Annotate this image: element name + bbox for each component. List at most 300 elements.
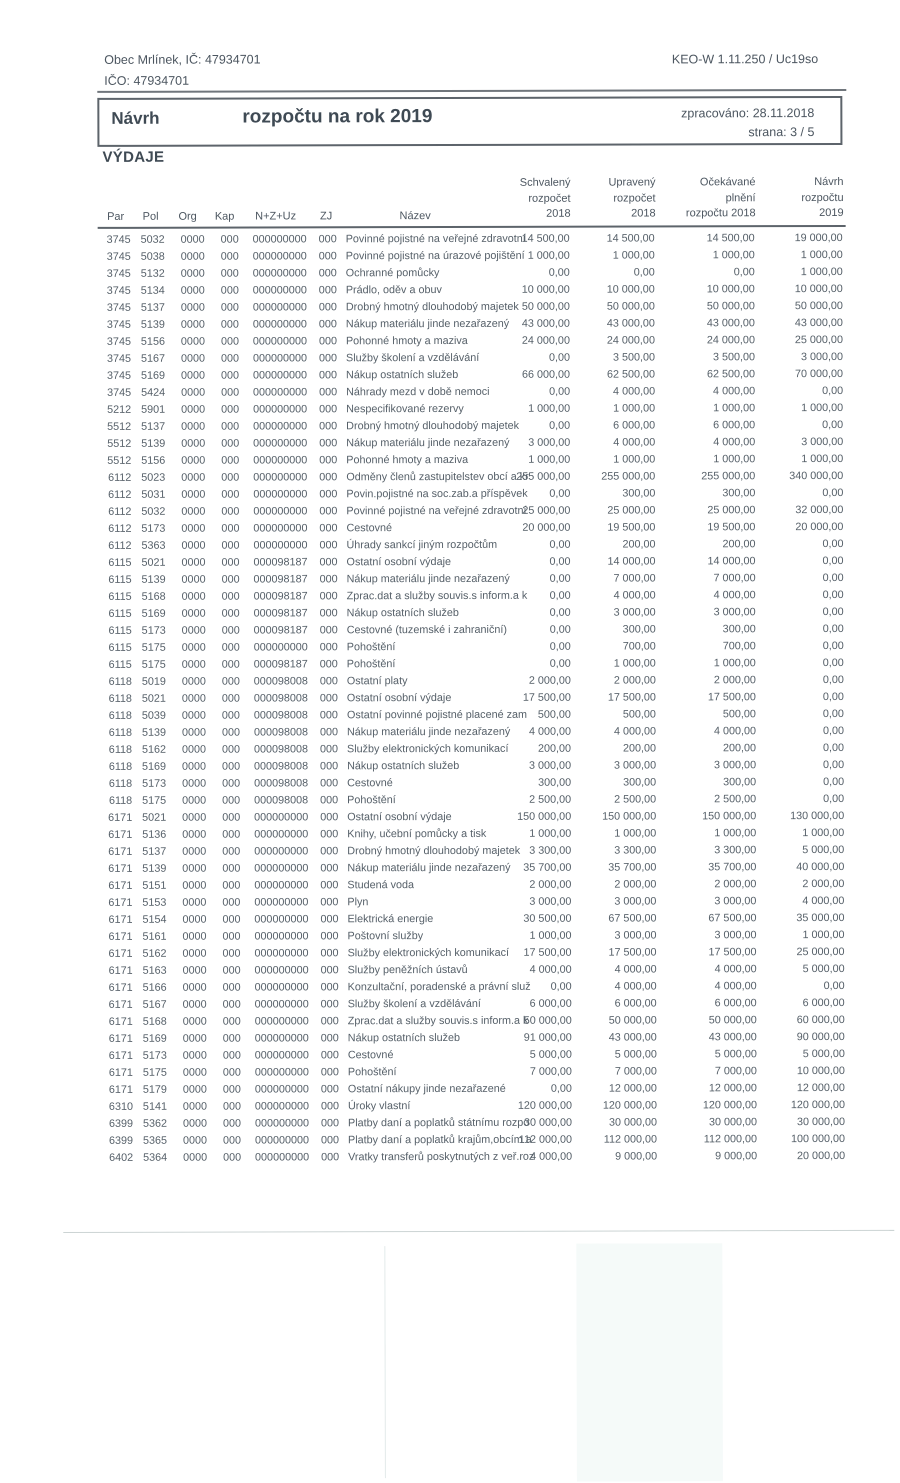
cell-zj: 000 [319,572,338,585]
cell-navrh-2019: 40 000,00 [796,860,845,873]
cell-zj: 000 [321,1133,340,1146]
cell-par: 3745 [106,352,132,365]
cell-schvaleny-2018: 0,00 [549,623,571,636]
cell-navrh-2019: 0,00 [822,571,844,584]
cell-org: 0000 [181,675,206,688]
cell-kap: 000 [222,1049,241,1062]
cell-navrh-2019: 0,00 [822,741,845,754]
cell-kap: 000 [222,1015,241,1028]
table-body [98,226,848,1166]
cell-par: 6171 [108,1083,133,1096]
cell-upraveny-2018: 4 000,00 [613,724,656,738]
cell-org: 0000 [182,828,207,841]
table-row [99,841,847,860]
section-title: VÝDAJE [102,148,165,166]
cell-upraveny-2018: 3 500,00 [612,350,656,364]
cell-org: 0000 [180,233,205,246]
cell-nzuz: 000000000 [253,419,308,433]
table-row [98,297,846,316]
cell-par: 6118 [108,743,133,756]
cell-nzuz: 000000000 [254,929,309,943]
cell-kap: 000 [222,1100,241,1113]
cell-org: 0000 [180,318,205,331]
cell-schvaleny-2018: 1 000,00 [529,929,572,942]
cell-org: 0000 [181,607,206,620]
cell-upraveny-2018: 300,00 [622,622,656,636]
cell-pol: 5364 [143,1151,168,1164]
cell-zj: 000 [319,589,338,602]
cell-org: 0000 [181,437,206,450]
cell-schvaleny-2018: 0,00 [549,606,571,619]
cell-nzuz: 000000000 [252,351,308,365]
cell-nzuz: 000000000 [252,300,307,314]
cell-nazev: Cestovné [346,521,393,534]
cell-ocekavane-2018: 4 000,00 [713,588,756,601]
cell-upraveny-2018: 4 000,00 [613,435,656,449]
col-header-upraveny-rozpocet: Upravený rozpočet 2018 [608,176,656,220]
cell-org: 0000 [182,896,207,909]
cell-nazev: Nákup ostatních služeb [347,759,460,772]
cell-schvaleny-2018: 20 000,00 [522,521,571,534]
cell-pol: 5021 [141,692,166,705]
cell-pol: 5032 [141,505,166,518]
cell-pol: 5173 [141,624,166,637]
cell-nazev: Povin.pojistné na soc.zab.a příspěvek [346,487,528,500]
table-row [99,688,847,707]
cell-kap: 000 [220,284,239,297]
cell-upraveny-2018: 1 000,00 [612,248,655,262]
cell-ocekavane-2018: 25 000,00 [707,503,756,516]
table-row [98,501,846,520]
cell-nzuz: 000000000 [254,980,309,994]
cell-kap: 000 [221,624,240,637]
cell-navrh-2019: 25 000,00 [796,945,845,958]
table-row [99,654,847,673]
cell-nazev: Povinné pojistné na veřejné zdravotní [346,504,527,517]
cell-zj: 000 [319,436,338,449]
cell-ocekavane-2018: 300,00 [723,775,757,788]
cell-schvaleny-2018: 0,00 [549,385,571,398]
cell-zj: 000 [319,385,338,398]
cell-upraveny-2018: 2 000,00 [613,673,656,687]
cell-navrh-2019: 340 000,00 [789,469,844,482]
cell-schvaleny-2018: 0,00 [549,487,571,500]
cell-nazev: Odměny členů zastupitelstev obcí a kr [346,470,529,483]
table-row [100,977,848,996]
cell-nzuz: 000000000 [254,895,309,909]
cell-org: 0000 [180,267,205,280]
cell-nazev: Pohoštění [347,1065,397,1078]
table-row [99,671,847,690]
cell-nazev: Služby elektronických komunikací [347,946,509,959]
cell-ocekavane-2018: 1 000,00 [713,452,756,465]
cell-nazev: Prádlo, oděv a obuv [345,283,442,296]
cell-pol: 5363 [141,539,166,552]
cell-nazev: Ostatní osobní výdaje [347,810,452,823]
col-header-par: Par [107,210,125,223]
cell-navrh-2019: 50 000,00 [794,299,843,312]
cell-upraveny-2018: 5 000,00 [614,1047,657,1061]
cell-kap: 000 [221,709,240,722]
cell-navrh-2019: 5 000,00 [802,1047,845,1060]
cell-pol: 5137 [141,420,166,433]
cell-navrh-2019: 3 000,00 [801,435,844,448]
cell-kap: 000 [221,505,240,518]
cell-org: 0000 [182,913,207,926]
cell-org: 0000 [181,403,206,416]
col-header-nzuz: N+Z+Uz [255,209,297,223]
cell-upraveny-2018: 4 000,00 [613,384,656,398]
cell-upraveny-2018: 3 000,00 [614,894,657,908]
cell-schvaleny-2018: 7 000,00 [529,1065,572,1078]
cell-nazev: Poštovní služby [347,929,424,942]
cell-org: 0000 [182,1015,207,1028]
cell-upraveny-2018: 500,00 [622,707,656,721]
cell-org: 0000 [182,1134,208,1147]
cell-org: 0000 [182,1032,207,1045]
cell-schvaleny-2018: 300,00 [538,776,572,789]
cell-par: 3745 [106,267,131,280]
cell-ocekavane-2018: 5 000,00 [714,1047,757,1060]
cell-pol: 5032 [140,233,165,246]
cell-navrh-2019: 0,00 [823,979,845,992]
table-row [98,314,846,333]
cell-zj: 000 [318,334,337,347]
cell-par: 6112 [108,488,132,501]
scan-artifact-hline [63,1230,894,1233]
table-row [99,722,847,741]
cell-upraveny-2018: 3 300,00 [614,843,657,857]
cell-ocekavane-2018: 3 300,00 [714,843,757,856]
cell-nazev: Drobný hmotný dlouhodobý majetek [347,844,521,857]
cell-org: 0000 [181,505,206,518]
processed-date: zpracováno: 28.11.2018 [681,106,815,121]
cell-schvaleny-2018: 112 000,00 [518,1133,573,1146]
table-row [100,1096,848,1115]
cell-schvaleny-2018: 2 000,00 [529,878,572,891]
cell-nzuz: 000000000 [253,453,308,467]
cell-nazev: Drobný hmotný dlouhodobý majetek [346,419,520,432]
cell-schvaleny-2018: 3 000,00 [529,759,572,772]
table-row [100,1147,848,1166]
cell-nazev: Drobný hmotný dlouhodobý majetek [345,300,519,313]
cell-upraveny-2018: 62 500,00 [606,367,656,381]
cell-kap: 000 [221,641,240,654]
cell-nzuz: 000000000 [253,402,308,416]
cell-pol: 5163 [142,964,167,977]
cell-nzuz: 000000000 [255,1150,310,1164]
cell-ocekavane-2018: 24 000,00 [706,333,755,346]
cell-pol: 5136 [142,828,167,841]
cell-schvaleny-2018: 255 000,00 [516,470,571,483]
cell-par: 6171 [108,947,133,960]
cell-par: 5212 [107,403,132,416]
cell-zj: 000 [319,419,338,432]
cell-nzuz: 000000000 [254,1014,309,1028]
cell-nzuz: 000000000 [254,1065,309,1079]
cell-ocekavane-2018: 2 500,00 [714,792,757,805]
cell-kap: 000 [222,777,241,790]
cell-nzuz: 000098008 [253,742,309,756]
table-row [99,858,847,877]
col-header-schvaleny-rozpocet: Schvalený rozpočet 2018 [519,176,571,220]
cell-navrh-2019: 0,00 [822,656,844,669]
cell-nzuz: 000098008 [254,759,309,773]
table-row [98,484,846,503]
cell-navrh-2019: 1 000,00 [801,452,844,465]
cell-par: 6171 [108,1049,133,1062]
cell-nazev: Platby daní a poplatků státnímu rozpo [347,1116,530,1129]
cell-ocekavane-2018: 1 000,00 [712,248,755,261]
cell-nazev: Pohoštění [347,793,396,806]
table-row [98,450,846,469]
cell-ocekavane-2018: 300,00 [722,622,756,635]
cell-par: 6171 [108,828,133,841]
cell-schvaleny-2018: 0,00 [548,351,571,364]
table-row [99,875,847,894]
cell-par: 6112 [108,539,132,552]
table-row [100,1079,848,1098]
cell-nazev: Ostatní osobní výdaje [346,691,452,704]
cell-zj: 000 [319,368,338,381]
cell-navrh-2019: 19 000,00 [794,231,843,244]
cell-kap: 000 [222,1032,241,1045]
cell-navrh-2019: 35 000,00 [796,911,845,924]
cell-org: 0000 [182,1083,207,1096]
cell-nazev: Ostatní platy [346,674,408,687]
cell-nzuz: 000000000 [253,538,308,552]
cell-nzuz: 000000000 [254,827,309,841]
cell-org: 0000 [182,947,207,960]
cell-navrh-2019: 0,00 [822,554,844,567]
cell-navrh-2019: 5 000,00 [802,843,845,856]
cell-schvaleny-2018: 43 000,00 [521,317,570,330]
cell-par: 6171 [108,964,133,977]
cell-nzuz: 000000000 [254,912,309,926]
cell-upraveny-2018: 150 000,00 [602,809,657,823]
cell-kap: 000 [221,369,240,382]
cell-par: 6115 [108,590,132,603]
cell-org: 0000 [182,845,207,858]
cell-par: 3745 [106,369,132,382]
cell-zj: 000 [320,946,339,959]
cell-org: 0000 [181,573,206,586]
cell-ocekavane-2018: 255 000,00 [701,469,756,482]
cell-schvaleny-2018: 91 000,00 [523,1031,572,1044]
cell-org: 0000 [180,301,205,314]
cell-navrh-2019: 20 000,00 [797,1149,846,1162]
cell-kap: 000 [222,896,241,909]
cell-upraveny-2018: 1 000,00 [613,656,656,670]
table-row [100,1130,848,1149]
cell-par: 6399 [108,1134,134,1147]
cell-kap: 000 [222,879,241,892]
cell-kap: 000 [221,675,240,688]
cell-upraveny-2018: 7 000,00 [614,1064,657,1078]
cell-nazev: Nákup ostatních služeb [347,1031,461,1044]
cell-nzuz: 000000000 [252,283,307,297]
cell-par: 6399 [108,1117,134,1130]
table-row [99,807,847,826]
cell-nazev: Úroky vlastní [347,1099,411,1112]
cell-par: 6171 [108,845,133,858]
cell-pol: 5162 [142,947,167,960]
cell-nazev: Pohoštění [346,640,396,653]
cell-navrh-2019: 2 000,00 [802,877,845,890]
cell-par: 3745 [106,284,131,297]
cell-zj: 000 [318,300,337,313]
cell-pol: 5153 [142,896,167,909]
cell-pol: 5156 [140,335,165,348]
cell-par: 6118 [108,675,132,688]
document-type: Návrh [111,108,160,128]
cell-par: 6118 [108,794,133,807]
cell-nazev: Nákup materiálu jinde nezařazený [346,436,510,449]
cell-navrh-2019: 20 000,00 [795,520,844,533]
cell-ocekavane-2018: 35 700,00 [708,860,757,873]
cell-upraveny-2018: 14 000,00 [607,554,656,568]
table-row [98,433,846,452]
cell-nazev: Cestovné (tuzemské i zahraniční) [346,623,507,636]
cell-navrh-2019: 10 000,00 [794,282,843,295]
cell-zj: 000 [319,708,338,721]
cell-zj: 000 [319,453,338,466]
cell-par: 6118 [108,726,132,739]
cell-pol: 5167 [140,352,166,365]
table-row [99,569,847,588]
cell-navrh-2019: 43 000,00 [794,316,843,329]
cell-kap: 000 [220,318,239,331]
cell-par: 6171 [108,981,133,994]
cell-org: 0000 [181,641,206,654]
cell-par: 6171 [108,896,133,909]
cell-schvaleny-2018: 14 500,00 [521,232,570,245]
cell-zj: 000 [320,963,339,976]
cell-nazev: Nákup materiálu jinde nezařazený [345,317,510,330]
cell-navrh-2019: 12 000,00 [796,1081,845,1094]
cell-kap: 000 [221,692,240,705]
cell-org: 0000 [182,964,207,977]
cell-ocekavane-2018: 6 000,00 [714,996,757,1009]
table-row [99,824,847,843]
cell-navrh-2019: 0,00 [822,588,844,601]
cell-zj: 000 [318,232,337,245]
cell-nzuz: 000000000 [252,232,307,246]
cell-kap: 000 [220,250,239,263]
document-title: rozpočtu na rok 2019 [242,106,433,128]
cell-pol: 5039 [141,709,166,722]
cell-pol: 5175 [142,794,167,807]
page-number: strana: 3 / 5 [748,125,815,140]
cell-ocekavane-2018: 500,00 [722,707,756,720]
cell-pol: 5362 [142,1117,168,1130]
table-row [98,365,846,384]
cell-navrh-2019: 32 000,00 [795,503,844,516]
cell-pol: 5019 [141,675,166,688]
cell-nzuz: 000000000 [253,385,308,399]
cell-upraveny-2018: 1 000,00 [613,401,656,415]
cell-kap: 000 [220,352,240,365]
cell-kap: 000 [220,301,239,314]
cell-org: 0000 [181,624,206,637]
cell-zj: 000 [318,266,337,279]
cell-ocekavane-2018: 7 000,00 [714,1064,757,1077]
cell-ocekavane-2018: 4 000,00 [714,962,757,975]
cell-par: 6171 [108,1015,133,1028]
cell-navrh-2019: 1 000,00 [801,401,844,414]
cell-schvaleny-2018: 4 000,00 [530,1150,573,1163]
cell-org: 0000 [181,556,206,569]
cell-schvaleny-2018: 3 000,00 [529,895,572,908]
cell-upraveny-2018: 4 000,00 [613,588,656,602]
cell-nzuz: 000000000 [253,436,308,450]
cell-zj: 000 [320,759,339,772]
cell-ocekavane-2018: 4 000,00 [713,384,756,397]
cell-org: 0000 [181,743,207,756]
cell-kap: 000 [221,437,240,450]
cell-pol: 5139 [141,437,166,450]
cell-upraveny-2018: 50 000,00 [606,299,655,313]
cell-upraveny-2018: 14 500,00 [606,231,655,245]
cell-kap: 000 [222,1117,242,1130]
cell-nazev: Zprac.dat a služby souvis.s inform.a k [346,589,528,602]
cell-zj: 000 [320,1014,339,1027]
cell-schvaleny-2018: 3 300,00 [529,844,572,857]
cell-nazev: Cestovné [347,776,393,789]
cell-ocekavane-2018: 2 000,00 [713,673,756,686]
cell-ocekavane-2018: 150 000,00 [702,809,757,822]
col-header-org: Org [178,210,197,223]
cell-org: 0000 [181,454,206,467]
cell-nazev: Cestovné [347,1048,394,1061]
cell-upraveny-2018: 7 000,00 [613,571,656,585]
cell-nazev: Ostatní povinné pojistné placené zam [346,708,528,721]
cell-upraveny-2018: 3 000,00 [613,605,656,619]
cell-schvaleny-2018: 0,00 [548,266,570,279]
cell-nzuz: 000000000 [252,368,308,382]
cell-upraveny-2018: 50 000,00 [608,1013,657,1027]
cell-pol: 5154 [142,913,167,926]
cell-upraveny-2018: 19 500,00 [607,520,656,534]
cell-pol: 5365 [142,1134,168,1147]
col-header-nazev: Název [399,209,431,222]
cell-kap: 000 [221,539,240,552]
cell-zj: 000 [319,402,338,415]
cell-schvaleny-2018: 0,00 [550,1082,572,1095]
cell-zj: 000 [319,504,338,517]
cell-pol: 5175 [141,658,166,671]
cell-ocekavane-2018: 12 000,00 [708,1081,757,1094]
cell-nzuz: 000000000 [253,470,308,484]
table-row [100,1045,848,1064]
cell-navrh-2019: 0,00 [822,605,844,618]
table-row [99,552,847,571]
cell-nazev: Nákup materiálu jinde nezařazený [346,572,510,585]
cell-par: 6171 [108,811,133,824]
cell-schvaleny-2018: 1 000,00 [528,402,571,415]
cell-par: 3745 [106,250,131,263]
cell-pol: 5166 [142,981,167,994]
cell-kap: 000 [221,403,240,416]
cell-pol: 5424 [141,386,166,399]
cell-ocekavane-2018: 62 500,00 [706,367,756,380]
cell-pol: 5021 [141,556,166,569]
cell-pol: 5139 [140,318,165,331]
cell-schvaleny-2018: 500,00 [537,708,571,721]
cell-upraveny-2018: 300,00 [622,486,656,500]
cell-nazev: Konzultační, poradenské a právní služ [347,980,531,993]
cell-ocekavane-2018: 3 000,00 [714,928,757,941]
